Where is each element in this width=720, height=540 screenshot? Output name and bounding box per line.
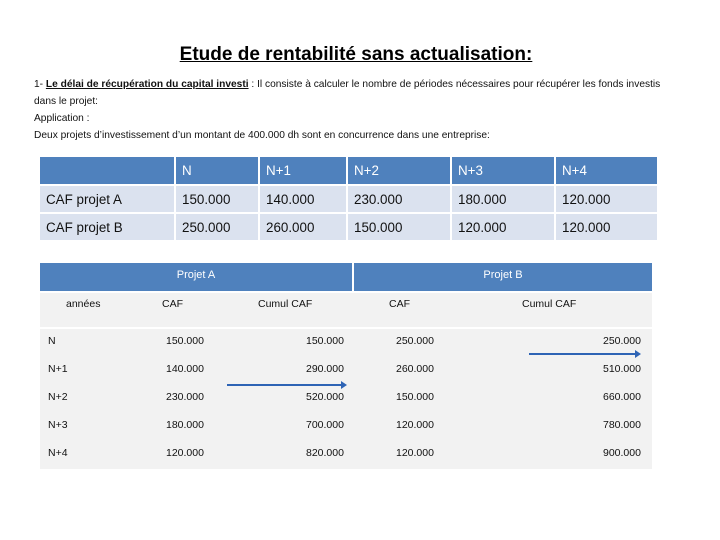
- caf-header-n4: N+4: [555, 157, 658, 185]
- cumul-b-cell: 660.000: [603, 391, 641, 403]
- caf-a-cell: 150.000: [166, 335, 204, 347]
- caf-header-n2: N+2: [347, 157, 451, 185]
- col-header-caf-a: CAF: [162, 298, 183, 310]
- cumul-a-cell: 700.000: [306, 419, 344, 431]
- point-prefix: 1-: [34, 79, 46, 90]
- cell: 180.000: [451, 185, 555, 213]
- section-point: [34, 76, 674, 110]
- caf-a-cell: 140.000: [166, 363, 204, 375]
- intro-text: [34, 76, 674, 144]
- caf-header-n3: N+3: [451, 157, 555, 185]
- year-cell: N+4: [48, 447, 68, 459]
- col-header-caf-b: CAF: [389, 298, 410, 310]
- point-underlined: Le délai de récupération du capital investi: [45, 79, 249, 90]
- year-cell: N+2: [48, 391, 68, 403]
- caf-a-cell: 120.000: [166, 447, 204, 459]
- cell: 150.000: [347, 213, 451, 241]
- year-cell: N: [48, 335, 56, 347]
- cumul-a-cell: 820.000: [306, 447, 344, 459]
- caf-header-blank: [40, 157, 175, 185]
- caf-a-cell: 180.000: [166, 419, 204, 431]
- cell: 120.000: [451, 213, 555, 241]
- arrow-projet-b: [529, 353, 639, 355]
- statement-text: Deux projets d’investissement d’un montant de 400.000 dh sont en concurrence dans une entreprise:: [34, 130, 490, 141]
- caf-header-n1: N+1: [259, 157, 347, 185]
- application-label: Application :: [34, 113, 90, 124]
- year-cell: N+3: [48, 419, 68, 431]
- cumul-a-cell: 290.000: [306, 363, 344, 375]
- caf-b-cell: 250.000: [396, 335, 434, 347]
- cumul-b-cell: 780.000: [603, 419, 641, 431]
- table-row: [40, 413, 652, 443]
- cumul-table-subheader: [40, 293, 652, 327]
- cell: 120.000: [555, 185, 658, 213]
- cell: 140.000: [259, 185, 347, 213]
- caf-table: [40, 157, 659, 242]
- cumul-a-cell: 150.000: [306, 335, 344, 347]
- caf-header-n: N: [175, 157, 259, 185]
- table-row: [40, 441, 652, 471]
- caf-b-cell: 120.000: [396, 447, 434, 459]
- caf-a-cell: 230.000: [166, 391, 204, 403]
- cumul-b-cell: 900.000: [603, 447, 641, 459]
- group-header-projet-b: Projet B: [354, 263, 652, 291]
- table-row: [40, 213, 658, 241]
- table-row: [40, 385, 652, 415]
- caf-b-cell: 260.000: [396, 363, 434, 375]
- caf-b-cell: 120.000: [396, 419, 434, 431]
- cumul-a-cell: 520.000: [306, 391, 344, 403]
- table-row: [40, 185, 658, 213]
- row-label: CAF projet B: [40, 213, 175, 241]
- row-label: CAF projet A: [40, 185, 175, 213]
- year-cell: N+1: [48, 363, 68, 375]
- cumul-b-cell: 510.000: [603, 363, 641, 375]
- col-header-years: années: [66, 298, 101, 310]
- arrow-projet-a: [227, 384, 345, 386]
- cell: 230.000: [347, 185, 451, 213]
- cell: 250.000: [175, 213, 259, 241]
- col-header-cumul-b: Cumul CAF: [522, 298, 577, 310]
- cumul-b-cell: 250.000: [603, 335, 641, 347]
- page-title: Etude de rentabilité sans actualisation:: [179, 44, 533, 65]
- group-header-projet-a: Projet A: [40, 263, 352, 291]
- cell: 150.000: [175, 185, 259, 213]
- cell: 120.000: [555, 213, 658, 241]
- point-text: : Il consiste à calculer le nombre de périodes nécessaires pour récupérer les fonds investis dans le projet:: [34, 79, 661, 107]
- cell: 260.000: [259, 213, 347, 241]
- caf-b-cell: 150.000: [396, 391, 434, 403]
- col-header-cumul-a: Cumul CAF: [258, 298, 313, 310]
- caf-table-header-row: [40, 157, 658, 185]
